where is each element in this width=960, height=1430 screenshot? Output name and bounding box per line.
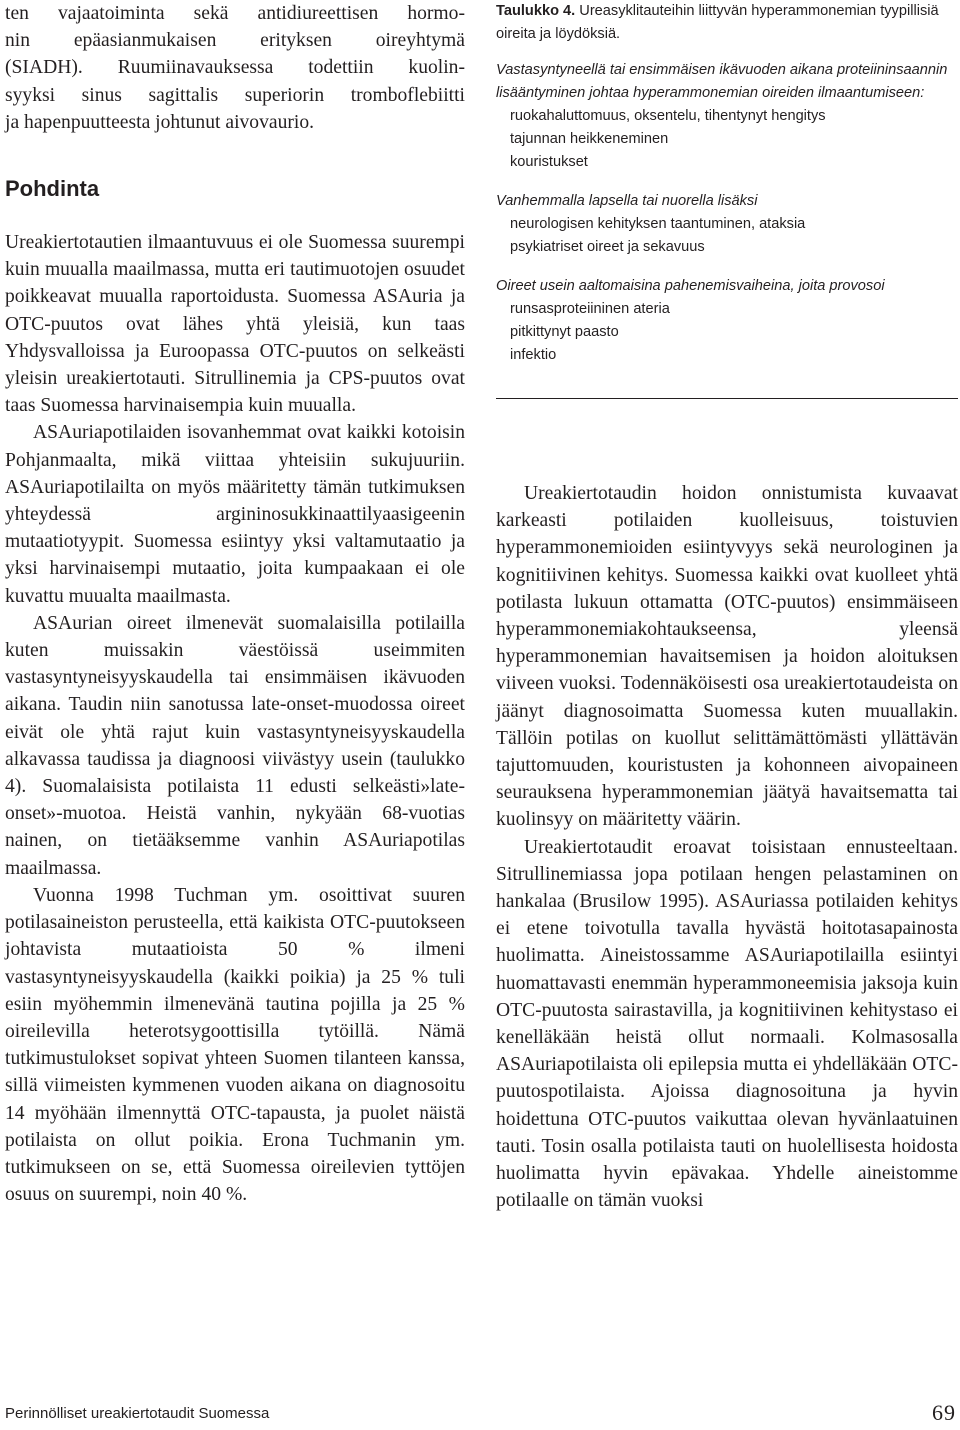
table-item: runsasproteiininen ateria	[510, 301, 670, 317]
body-paragraph: Ureakiertotautien ilmaantuvuus ei ole Suomessa suurempi kuin muualla maailmassa, mutta eri tautimuotojen osuudet poikkeavat muualla raportoidusta. Suomessa ASAuria ja OTC-puutos ovat lähes yhtä yleisiä, kun taas Yhdysvalloissa ja Euroopassa OTC-puutos on selkeästi yleisin ureakiertotauti. Sitrullinemia ja CPS-puutos ovat taas Suomessa harvinaisempia kuin muualla.	[5, 232, 465, 417]
table-section-title: Oireet usein aaltomaisina pahenemisvaiheina, joita provosoi	[496, 278, 885, 294]
table-section	[496, 190, 958, 259]
table-section	[496, 59, 958, 174]
table-item: ruokahaluttomuus, oksentelu, tihentynyt hengitys	[510, 108, 826, 124]
left-column	[5, 0, 465, 1208]
body-paragraph: ASAuriapotilaiden isovanhemmat ovat kaikki kotoisin Pohjanmaalta, mikä viittaa yhteisiin sukujuuriin. ASAuriapotilailta on myös määritetty tämän tutkimuksen yhteydessä argininosukkinaattilyaasigeenin mutaatiotyypit. Suomessa esiintyy yksi valtamutaatio ja yksi harvinaisempi mutaatio, joita kumpaakaan ei ole kuvattu muualta maailmasta.	[5, 422, 465, 607]
intro-line: (SIADH). Ruumiinavauksessa todettiin kuolin-	[5, 57, 465, 79]
table-label: Taulukko 4.	[496, 3, 576, 19]
intro-text	[5, 0, 465, 136]
body-paragraph: ASAurian oireet ilmenevät suomalaisilla potilailla kuten muissakin väestöissä useimmiten vastasyntyneisyyskaudella tai ensimmäisen ikävuoden aikana. Taudin niin sanotussa late-onset-muodossa oireet eivät ole yhtä rajut kuin vastasyntyneisyyskaudella alkavassa taudissa ja diagnoosi viivästyy usein (taulukko 4). Suomalaisista potilaista 11 edusti selkeästi»late-onset»-muotoa. Heistä vanhin, nykyään 68-vuotias nainen, on tietääksemme vanhin ASAuriapotilas maailmassa.	[5, 612, 465, 879]
section-heading-pohdinta: Pohdinta	[5, 176, 100, 202]
body-paragraph: Ureakiertotaudit eroavat toisistaan ennusteeltaan. Sitrullinemiassa jopa potilaan hengen pelastaminen on hankalaa (Brusilow 1995). ASAuriassa potilaiden kehitys ei etene toivotulla tavalla hyvästä hoitotasapainosta huolimatta. Aineistossamme ASAuriapotilailla esiintyi huomattavasti enemmän hyperammoneemisia jaksoja kuin OTC-puutosta sairastavilla, ja kognitiivinen kehitystaso ei kenelläkään heistä ollut normaali. Kolmasosalla ASAuriapotilaista oli epilepsia mutta ei yhdelläkään OTC-puutospotilaista. Ajoissa diagnosoituna ja hyvin hoidettuna OTC-puutos vaikuttaa olevan hyvänlaatuinen tauti. Tosin osalla potilaista tauti on huolellisesta hoidosta huolimatta hyvin epävakaa. Yhdelle aineistomme potilaalle on tämän vuoksi	[496, 836, 958, 1212]
table-bottom-rule	[496, 398, 958, 399]
right-column	[496, 480, 958, 1214]
intro-line: ja hapenpuutteesta johtunut aivovaurio.	[5, 111, 315, 133]
table-item: psykiatriset oireet ja sekavuus	[510, 239, 705, 255]
intro-line: nin epäasianmukaisen erityksen oireyhtymä	[5, 30, 465, 52]
table-item: infektio	[510, 347, 557, 363]
table-caption-text: Ureasyklitauteihin liittyvän hyperammonemian tyypillisiä oireita ja löydöksiä.	[496, 3, 939, 42]
table-section-title: Vanhemmalla lapsella tai nuorella lisäksi	[496, 193, 758, 209]
body-paragraph: Vuonna 1998 Tuchman ym. osoittivat suuren potilasaineiston perusteella, että kaikista OTC-puutokseen johtavista mutaatioista 50 % ilmeni vastasyntyneisyyskaudella (kaikki poikia) ja 25 % tuli esiin myöhemmin ilmenevänä tautina pojilla ja 25 % oireilevilla heterotsygoottisilla tytöillä. Nämä tutkimustulokset sopivat yhteen Suomen tilanteen kanssa, sillä viimeisten kymmenen vuoden aikana on diagnosoitu 14 myöhään ilmennyttä OTC-tapausta, ja puolet näistä potilaista on ollut poikia. Erona Tuchmanin ym. tutkimukseen on se, että Suomessa oireilevien tyttöjen osuus on suurempi, noin 40 %.	[5, 884, 465, 1206]
table-caption	[496, 0, 958, 46]
intro-line: syyksi sinus sagittalis superiorin tromboflebiitti	[5, 84, 465, 106]
table-item: tajunnan heikkeneminen	[510, 131, 669, 147]
running-title: Perinnölliset ureakiertotaudit Suomessa	[5, 1405, 270, 1422]
body-paragraph: Ureakiertotaudin hoidon onnistumista kuvaavat karkeasti potilaiden kuolleisuus, toistuvien hyperammonemioiden esiintyvyys sekä neurologinen ja kognitiivinen kehitys. Suomessa kaikki ovat kuolleet yhtä potilasta lukuun ottamatta (OTC-puutos) ensimmäiseen hyperammonemiakohtaukseensa, yleensä hyperammonemian havaitsemisen ja hoidon aloituksen viiveen vuoksi. Todennäköisesti osa ureakiertotaudeista on jäänyt diagnosoimatta Suomessa kuten muuallakin. Tällöin potilas on kuollut selittämättömästi yllättävän tajuttomuuden, kouristusten ja kohonneen aivopaineen seurauksena hyperammonemian jäätyä havaitsematta tai kuolinsyy on määritetty väärin.	[496, 483, 958, 831]
page-number: 69	[932, 1400, 956, 1425]
table-item: neurologisen kehityksen taantuminen, ataksia	[510, 216, 806, 232]
table-section-title: Vastasyntyneellä tai ensimmäisen ikävuoden aikana proteiininsaannin lisääntyminen johtaa hyperammonemian oireiden ilmaantumiseen:	[496, 62, 948, 101]
intro-line: ten vajaatoiminta sekä antidiureettisen hormo-	[5, 3, 465, 24]
table-4	[496, 0, 958, 383]
table-item: kouristukset	[510, 154, 588, 170]
table-item: pitkittynyt paasto	[510, 324, 619, 340]
table-section	[496, 275, 958, 367]
